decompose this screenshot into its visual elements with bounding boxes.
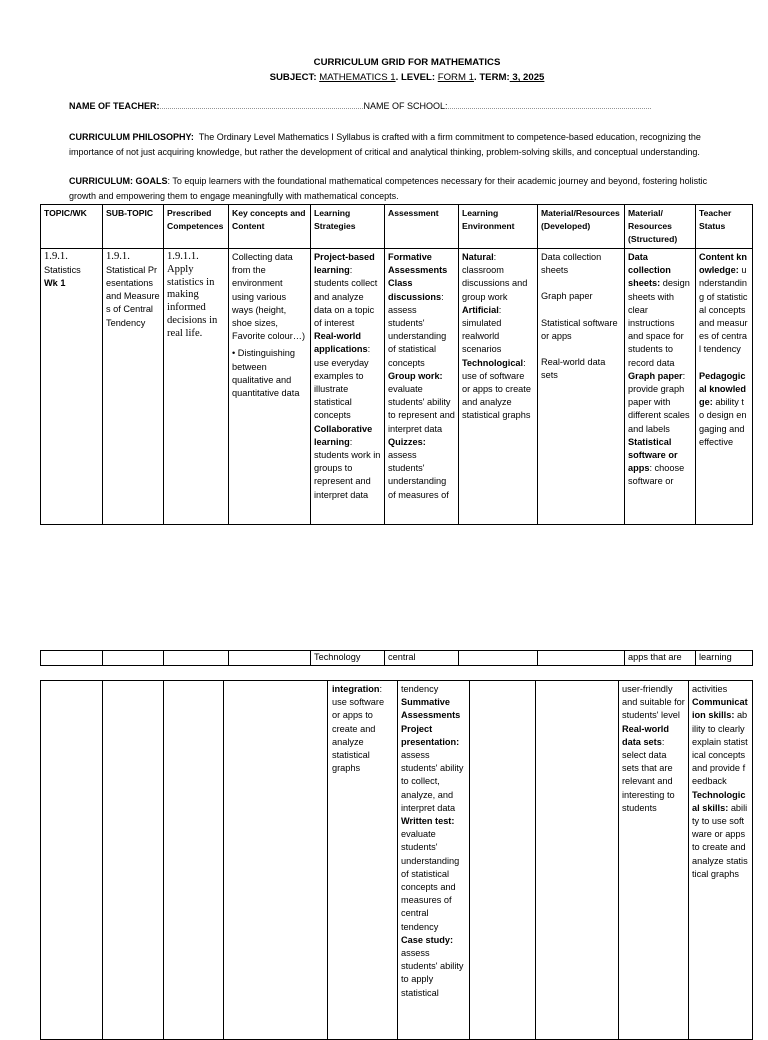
teacher-status-cell — [696, 249, 753, 525]
table-row — [41, 249, 753, 525]
table-row — [41, 681, 753, 1040]
header-learning-strategies: Learning Strategies — [311, 205, 385, 249]
teacher-label: NAME OF TEACHER: — [69, 101, 160, 111]
status-heading: Communication skills: — [692, 697, 748, 721]
assessment-heading: Quizzes: — [388, 436, 426, 447]
strategy-text: : use software or apps to create and analyze statistical graphs — [332, 684, 385, 774]
next-page-table — [40, 680, 753, 1040]
empty-cell — [470, 681, 536, 1040]
assessment-heading: Group work: — [388, 370, 443, 381]
strategy-text: : students collect and analyze data on a topic of interest — [314, 265, 378, 329]
level-value: FORM 1 — [437, 72, 474, 83]
resource-heading: Data collection sheets: — [628, 252, 671, 289]
assessment-cell — [398, 681, 470, 1040]
status-text: ability to use software or apps to create and analyze statistical graphs — [692, 802, 748, 879]
resources-structured-cell — [625, 249, 696, 525]
status-text: activities — [692, 684, 728, 694]
level-label: . LEVEL: — [395, 72, 436, 83]
header-topic: TOPIC/WK — [41, 205, 103, 249]
empty-cell — [536, 681, 619, 1040]
strategy-heading: integration — [332, 684, 380, 694]
assessment-heading: Case study: — [401, 934, 454, 945]
assessment-text: assess students' ability to collect, analyze, and interpret data — [401, 750, 464, 813]
curriculum-philosophy — [69, 130, 709, 159]
resource-text: : choose software or — [628, 463, 685, 487]
continuation-table — [40, 650, 753, 666]
resource-text: apps that are — [625, 651, 696, 666]
assessment-text: : assess students' understanding of statistical concepts — [388, 291, 447, 368]
resource-heading: Graph paper — [628, 370, 683, 381]
header-assessment: Assessment — [385, 205, 459, 249]
subtopic-number: 1.9.1. — [106, 251, 130, 262]
curriculum-table — [40, 204, 753, 525]
environment-text: : simulated realworld scenarios — [462, 304, 502, 355]
philosophy-text: The Ordinary Level Mathematics I Syllabus is crafted with a firm commitment to competence-based education, recognizing the importance of not just acquiring knowledge, but rather the development of critical and analytical thinking, problem-solving skills, and conceptual understanding. — [69, 132, 701, 157]
assessment-text: assess students' understanding of measures of — [388, 450, 449, 500]
resource-item: Data collection sheets — [541, 252, 602, 276]
assessment-text: evaluate students' ability to represent and interpret data — [388, 384, 455, 434]
header-subtopic: SUB-TOPIC — [103, 205, 164, 249]
term-label: . TERM: — [473, 72, 510, 83]
environment-heading: Technological — [462, 357, 524, 368]
resources-developed-cell — [538, 249, 625, 525]
status-heading: Technological skills: — [692, 789, 746, 813]
environment-text: : use of software or apps to create and analyze statistical graphs — [462, 357, 531, 421]
header-competences: Prescribed Competences — [164, 205, 229, 249]
resource-heading: Real-world data sets — [622, 723, 669, 747]
assessment-heading: Class discussions — [388, 278, 442, 302]
table-header-row — [41, 205, 753, 249]
empty-cell — [164, 681, 224, 1040]
header-resources-developed: Material/Resources (Developed) — [538, 205, 625, 249]
goals-text: : To equip learners with the foundational mathematical competences necessary for their academic journey and beyond, fostering holistic growth and empowering them to engage meaningfully with mathematical concepts. — [69, 176, 708, 201]
teacher-name-blank: ………………………………………………………………………………………… — [159, 105, 364, 111]
assessment-text: tendency — [401, 684, 439, 694]
school-label: NAME OF SCHOOL: — [363, 101, 448, 111]
assessment-heading: Project presentation: — [401, 723, 460, 747]
philosophy-label: CURRICULUM PHILOSOPHY: — [69, 132, 194, 142]
empty-cell — [41, 681, 103, 1040]
assessment-text: evaluate students' understanding of statistical concepts and measures of central tendency — [401, 829, 460, 932]
resource-item: Graph paper — [541, 291, 593, 302]
subject-line — [0, 72, 768, 83]
school-name-blank: ………………………………………………………………………………………… — [447, 105, 652, 111]
subtopic-text: Statistical Presentations and Measures of Central Tendency — [106, 264, 160, 328]
resource-text: design sheets with clear instructions and space for students to record data — [628, 278, 690, 368]
status-heading: Content knowledge: — [699, 252, 747, 276]
assessment-text: assess students' ability to apply statistical — [401, 948, 464, 998]
goals-label: CURRICULUM: GOALS — [69, 176, 168, 186]
resource-text: : provide graph paper with different scales and labels — [628, 370, 690, 434]
table-row — [41, 651, 753, 666]
assessment-heading: Written test: — [401, 816, 455, 827]
resource-heading: Statistical software or apps — [628, 436, 678, 474]
resource-text: user-friendly and suitable for students' level — [622, 684, 685, 721]
empty-cell — [164, 651, 229, 666]
topic-name: Statistics — [44, 264, 81, 275]
teacher-status-cell — [689, 681, 753, 1040]
environment-text: : classroom discussions and group work — [462, 252, 528, 302]
environment-heading: Natural — [462, 252, 494, 262]
term-value: 3, 2025 — [509, 72, 545, 83]
header-learning-environment: Learning Environment — [459, 205, 538, 249]
teacher-school-line — [69, 101, 652, 111]
strategy-text: : students work in groups to represent and interpret data — [314, 436, 381, 500]
subject-value: MATHEMATICS 1 — [319, 72, 396, 83]
empty-cell — [538, 651, 625, 666]
topic-number: 1.9.1. — [44, 251, 68, 262]
subject-label: SUBJECT: — [269, 72, 317, 83]
empty-cell — [229, 651, 311, 666]
assessment-heading: Formative Assessments — [388, 252, 448, 276]
status-text: learning — [696, 651, 753, 666]
resources-structured-cell — [619, 681, 689, 1040]
empty-cell — [224, 681, 328, 1040]
status-text: ability to design engaging and effective — [699, 397, 747, 447]
topic-week: Wk 1 — [44, 278, 66, 288]
competence-cell — [164, 249, 229, 525]
assessment-text: central — [385, 651, 459, 666]
topic-cell — [41, 249, 103, 525]
key-concepts-cell — [229, 249, 311, 525]
assessment-heading: Summative Assessments — [401, 697, 461, 721]
environment-heading: Artificial — [462, 304, 499, 315]
header-teacher-status: Teacher Status — [696, 205, 753, 249]
strategy-heading: Technology — [311, 651, 385, 666]
document-title: CURRICULUM GRID FOR MATHEMATICS — [313, 57, 501, 68]
environment-cell — [459, 249, 538, 525]
status-heading: Pedagogical knowledge: — [699, 370, 746, 408]
strategy-text: : use everyday examples to illustrate statistical concepts — [314, 344, 371, 421]
header-resources-structured: Material/ Resources (Structured) — [625, 205, 696, 249]
empty-cell — [103, 681, 164, 1040]
competence-text: Apply statistics in making informed decisions in real life. — [167, 263, 218, 339]
curriculum-goals — [69, 174, 709, 203]
header-key-concepts: Key concepts and Content — [229, 205, 311, 249]
status-text: understanding of statistical concepts and measures of central tendency — [699, 265, 748, 355]
strategy-heading: Project-based learning — [314, 252, 375, 276]
empty-cell — [459, 651, 538, 666]
subtopic-cell — [103, 249, 164, 525]
key-concept-2: • Distinguishing between qualitative and quantitative data — [232, 348, 300, 399]
strategy-heading: Real-world applications — [314, 331, 368, 355]
empty-cell — [41, 651, 103, 666]
learning-strategies-cell — [328, 681, 398, 1040]
assessment-cell — [385, 249, 459, 525]
resource-item: Statistical software or apps — [541, 317, 618, 341]
empty-cell — [103, 651, 164, 666]
resource-item: Real-world data sets — [541, 357, 606, 381]
key-concept-1: Collecting data from the environment using various ways (height, shoe sizes, Favorite colour…) — [232, 252, 306, 342]
strategy-heading: Collaborative learning — [314, 423, 373, 447]
status-text: ability to clearly explain statistical concepts and provide feedback — [692, 710, 748, 787]
resource-text: : select data sets that are relevant and interesting to students — [622, 736, 675, 813]
competence-number: 1.9.1.1. — [167, 251, 199, 262]
learning-strategies-cell — [311, 249, 385, 525]
